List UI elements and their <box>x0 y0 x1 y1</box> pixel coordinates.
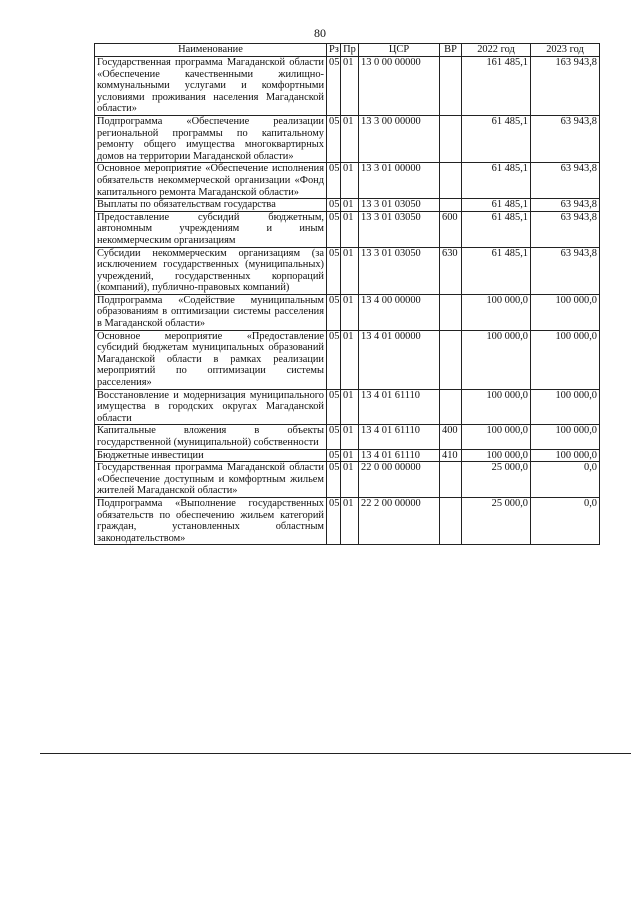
budget-table <box>94 43 600 545</box>
row-pr: 01 <box>341 163 359 199</box>
table-row <box>95 449 600 462</box>
row-name: Подпрограмма «Обеспечение реализации региональной программы по капитальному ремонту общего имущества многоквартирных домов на территории Магаданской области» <box>95 115 327 162</box>
row-pr: 01 <box>341 462 359 498</box>
header-vr: ВР <box>440 44 462 57</box>
row-csr: 13 3 00 00000 <box>359 115 440 162</box>
table-row <box>95 294 600 330</box>
row-vr <box>440 294 462 330</box>
row-pr: 01 <box>341 449 359 462</box>
row-name: Предоставление субсидий бюджетным, автономным учреждениям и иным некоммерческим организациям <box>95 211 327 247</box>
row-name: Подпрограмма «Содействие муниципальным образованиям в оптимизации системы расселения в Магаданской области» <box>95 294 327 330</box>
row-rz: 05 <box>327 211 341 247</box>
row-name: Основное мероприятие «Обеспечение исполнения обязательств некоммерческой организации «Фонд капитального ремонта Магаданской области» <box>95 163 327 199</box>
row-rz: 05 <box>327 330 341 389</box>
table-row <box>95 211 600 247</box>
row-rz: 05 <box>327 294 341 330</box>
row-name: Бюджетные инвестиции <box>95 449 327 462</box>
row-vr <box>440 462 462 498</box>
row-amount-2022: 100 000,0 <box>462 425 531 449</box>
row-csr: 13 4 01 61110 <box>359 449 440 462</box>
row-csr: 13 3 01 03050 <box>359 247 440 294</box>
row-amount-2022: 61 485,1 <box>462 199 531 212</box>
table-row <box>95 57 600 116</box>
header-pr: Пр <box>341 44 359 57</box>
row-pr: 01 <box>341 497 359 544</box>
row-amount-2023: 63 943,8 <box>531 199 600 212</box>
row-amount-2023: 0,0 <box>531 462 600 498</box>
header-rz: Рз <box>327 44 341 57</box>
row-amount-2023: 63 943,8 <box>531 163 600 199</box>
row-name: Государственная программа Магаданской области «Обеспечение качественными жилищно-коммунальными услугами и комфортными условиями проживания населения Магаданской области» <box>95 57 327 116</box>
row-pr: 01 <box>341 389 359 425</box>
table-row <box>95 425 600 449</box>
table-row <box>95 330 600 389</box>
row-pr: 01 <box>341 115 359 162</box>
row-amount-2022: 100 000,0 <box>462 389 531 425</box>
row-rz: 05 <box>327 389 341 425</box>
row-pr: 01 <box>341 57 359 116</box>
row-pr: 01 <box>341 211 359 247</box>
row-rz: 05 <box>327 199 341 212</box>
row-amount-2022: 61 485,1 <box>462 115 531 162</box>
row-vr: 600 <box>440 211 462 247</box>
row-csr: 13 4 01 00000 <box>359 330 440 389</box>
row-name: Выплаты по обязательствам государства <box>95 199 327 212</box>
row-amount-2022: 61 485,1 <box>462 247 531 294</box>
table-row <box>95 389 600 425</box>
row-pr: 01 <box>341 425 359 449</box>
row-amount-2023: 100 000,0 <box>531 294 600 330</box>
row-amount-2023: 100 000,0 <box>531 330 600 389</box>
row-amount-2022: 100 000,0 <box>462 294 531 330</box>
header-csr: ЦСР <box>359 44 440 57</box>
table-row <box>95 115 600 162</box>
row-amount-2022: 100 000,0 <box>462 330 531 389</box>
row-amount-2023: 63 943,8 <box>531 211 600 247</box>
row-rz: 05 <box>327 115 341 162</box>
footer-separator-line <box>40 753 631 754</box>
table-row <box>95 497 600 544</box>
row-csr: 13 4 01 61110 <box>359 389 440 425</box>
header-name: Наименование <box>95 44 327 57</box>
row-vr <box>440 163 462 199</box>
row-pr: 01 <box>341 294 359 330</box>
row-vr <box>440 115 462 162</box>
row-pr: 01 <box>341 330 359 389</box>
row-pr: 01 <box>341 247 359 294</box>
row-csr: 22 2 00 00000 <box>359 497 440 544</box>
row-rz: 05 <box>327 449 341 462</box>
row-vr <box>440 330 462 389</box>
row-amount-2022: 61 485,1 <box>462 211 531 247</box>
row-vr <box>440 497 462 544</box>
table-row <box>95 247 600 294</box>
row-pr: 01 <box>341 199 359 212</box>
row-csr: 13 0 00 00000 <box>359 57 440 116</box>
row-amount-2023: 0,0 <box>531 497 600 544</box>
header-row <box>95 44 600 57</box>
row-vr: 400 <box>440 425 462 449</box>
row-csr: 13 3 01 00000 <box>359 163 440 199</box>
page-number: 80 <box>314 26 326 40</box>
table-row <box>95 462 600 498</box>
row-amount-2022: 25 000,0 <box>462 462 531 498</box>
row-amount-2023: 63 943,8 <box>531 247 600 294</box>
row-name: Капитальные вложения в объекты государственной (муниципальной) собственности <box>95 425 327 449</box>
row-name: Основное мероприятие «Предоставление субсидий бюджетам муниципальных образований Магаданской области в рамках реализации мероприятий по оптимизации системы расселения» <box>95 330 327 389</box>
header-2023: 2023 год <box>531 44 600 57</box>
row-rz: 05 <box>327 425 341 449</box>
row-rz: 05 <box>327 497 341 544</box>
row-amount-2023: 163 943,8 <box>531 57 600 116</box>
row-csr: 13 4 01 61110 <box>359 425 440 449</box>
row-amount-2022: 100 000,0 <box>462 449 531 462</box>
row-amount-2023: 100 000,0 <box>531 449 600 462</box>
row-csr: 22 0 00 00000 <box>359 462 440 498</box>
row-csr: 13 4 00 00000 <box>359 294 440 330</box>
table-row <box>95 163 600 199</box>
row-csr: 13 3 01 03050 <box>359 211 440 247</box>
row-rz: 05 <box>327 462 341 498</box>
row-amount-2022: 25 000,0 <box>462 497 531 544</box>
row-name: Подпрограмма «Выполнение государственных обязательств по обеспечению жильем категорий граждан, установленных областным законодательством» <box>95 497 327 544</box>
row-name: Субсидии некоммерческим организациям (за исключением государственных (муниципальных) учреждений, государственных корпораций (компаний), публично-правовых компаний) <box>95 247 327 294</box>
row-rz: 05 <box>327 247 341 294</box>
row-rz: 05 <box>327 57 341 116</box>
row-vr <box>440 199 462 212</box>
row-vr: 410 <box>440 449 462 462</box>
row-amount-2022: 61 485,1 <box>462 163 531 199</box>
row-vr <box>440 389 462 425</box>
row-vr <box>440 57 462 116</box>
row-rz: 05 <box>327 163 341 199</box>
row-name: Восстановление и модернизация муниципального имущества в городских округах Магаданской области <box>95 389 327 425</box>
row-csr: 13 3 01 03050 <box>359 199 440 212</box>
row-amount-2023: 63 943,8 <box>531 115 600 162</box>
table-row <box>95 199 600 212</box>
row-name: Государственная программа Магаданской области «Обеспечение доступным и комфортным жильем жителей Магаданской области» <box>95 462 327 498</box>
header-2022: 2022 год <box>462 44 531 57</box>
row-vr: 630 <box>440 247 462 294</box>
row-amount-2023: 100 000,0 <box>531 425 600 449</box>
row-amount-2022: 161 485,1 <box>462 57 531 116</box>
row-amount-2023: 100 000,0 <box>531 389 600 425</box>
